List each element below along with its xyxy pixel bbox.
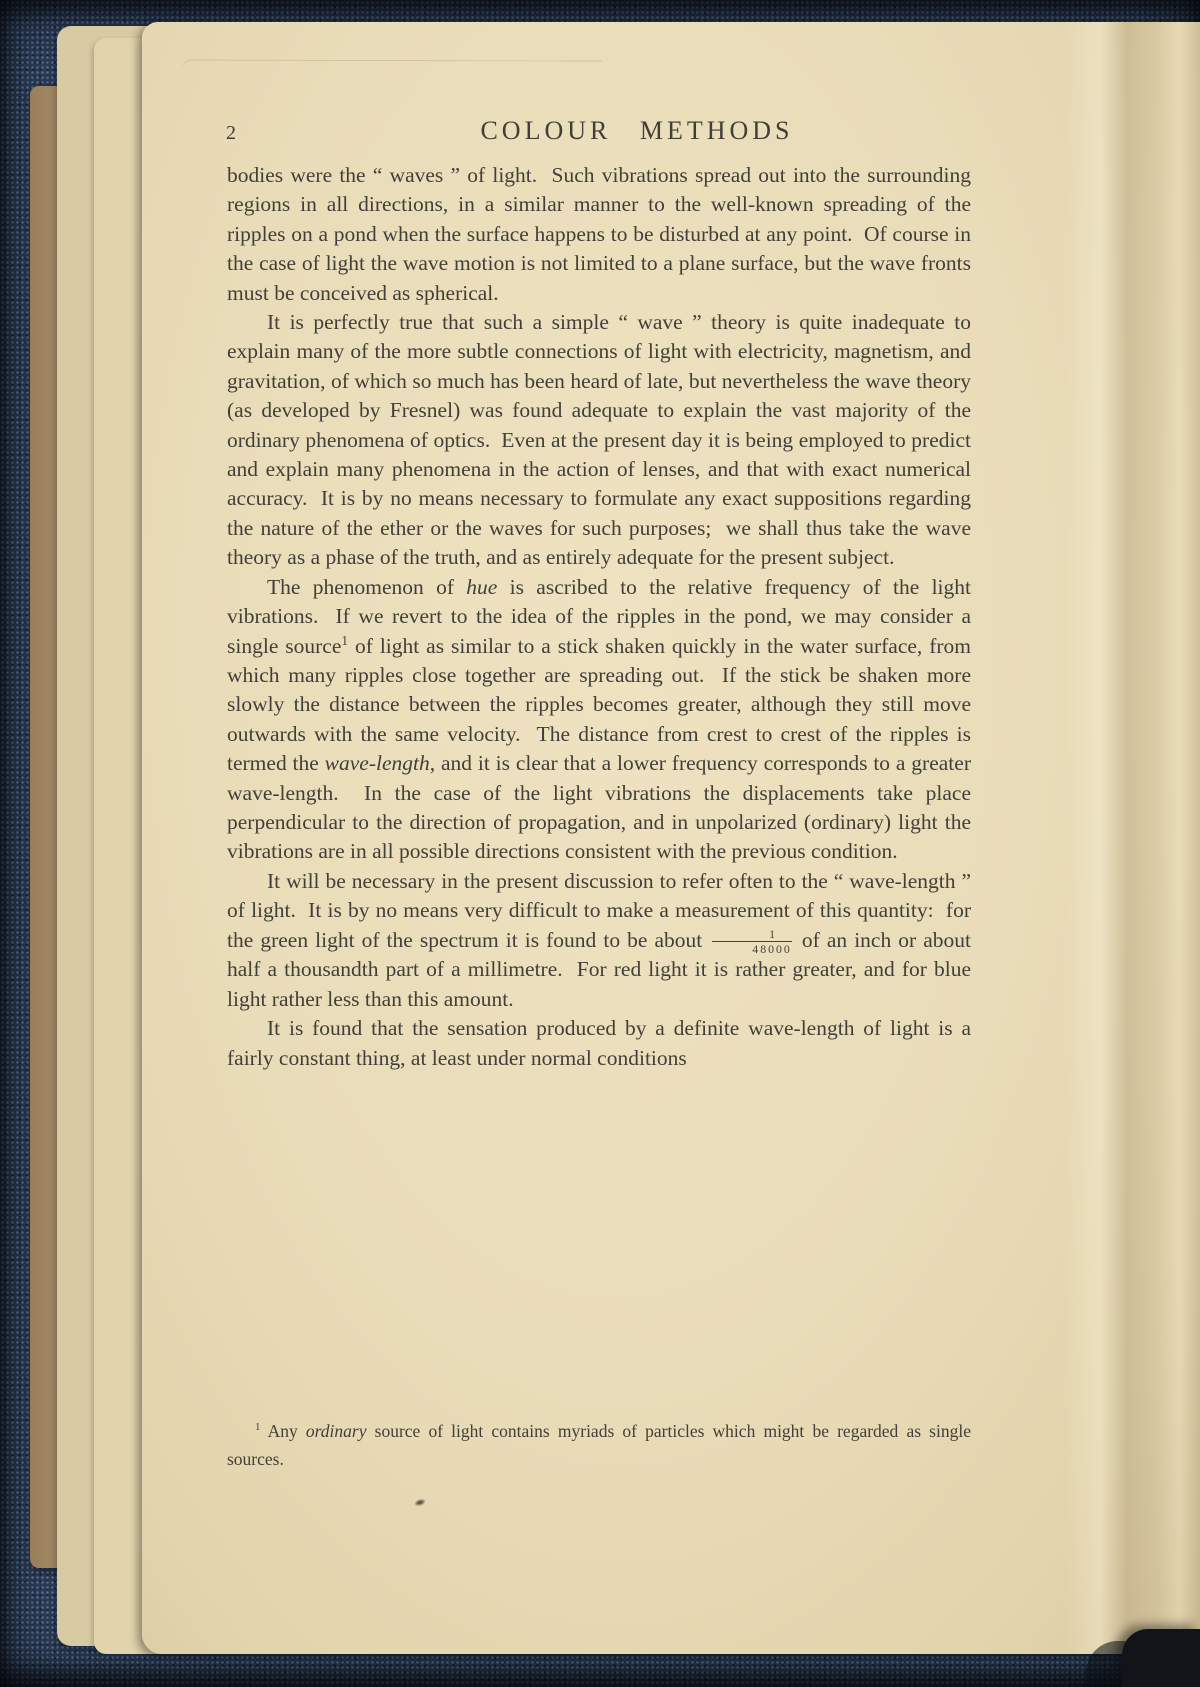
cover-corner-shadow <box>1122 1629 1200 1687</box>
running-header: COLOUR METHODS <box>480 116 794 145</box>
italic-term: hue <box>466 574 498 599</box>
italic-term: ordinary <box>305 1421 367 1441</box>
text-segment: Any <box>260 1421 306 1441</box>
fraction: $\frac{1}{48000}$ <box>712 928 792 956</box>
footnote-reference: 1 <box>255 1421 261 1434</box>
footnote-text <box>227 1418 971 1473</box>
paragraph <box>227 161 971 308</box>
text-segment: of light as similar to a stick shaken quickly in the water surface, from which many ripples close together are spreading out. If the stick be shaken more slowly the distance between the ripples becomes greater, although they still move outwards with the same velocity. The distance from crest to crest of the ripples is termed the <box>227 633 972 776</box>
text-segment: It will be necessary in the present discussion to refer often to the “ wave-length ” of light. It is by no means very difficult to make a measurement of this quantity: for the green light of the spectrum it is found to be about <box>227 868 971 952</box>
page-impression-line <box>182 59 602 91</box>
paragraph <box>227 867 971 1015</box>
text-segment: bodies were the “ waves ” of light. Such vibrations spread out into the surrounding regions in all directions, in a similar manner to the well-known spreading of the ripples on a pond when the surface happens to be disturbed at any point. Of course in the case of light the wave motion is not limited to a plane surface, but the wave fronts must be conceived as spherical. <box>227 163 971 305</box>
text-segment: It is perfectly true that such a simple “ wave ” theory is quite inadequate to explain many of the more subtle connections of light with electricity, magnetism, and gravitation, of which so much has been heard of late, but nevertheless the wave theory (as developed by Fresnel) was found adequate to explain the vast majority of the ordinary phenomena of optics. Even at the present day it is being employed to predict and explain many phenomena in the action of lenses, and that with exact numerical accuracy. It is by no means necessary to formulate any exact suppositions regarding the nature of the ether or the waves for such purposes; we shall thus take the wave theory as a phase of the truth, and as entirely adequate for the present subject. <box>227 310 971 570</box>
text-segment: It is found that the sensation produced by a definite wave-length of light is a fairly constant thing, at least under normal conditions <box>227 1016 971 1070</box>
italic-term: wave-length <box>324 751 430 776</box>
gutter-shadow <box>1065 22 1200 1654</box>
footnote <box>227 1418 971 1473</box>
text-segment: , and it is clear that a lower frequency corresponds to a greater wave-length. In the case of the light vibrations the displacements take place perpendicular to the direction of propagation, and in unpolarized (ordinary) light the vibrations are in all possible directions consistent with the previous condition. <box>227 751 971 864</box>
paragraph <box>227 573 971 867</box>
paragraph <box>227 308 971 573</box>
paragraph <box>227 1014 971 1073</box>
text-segment: of an inch or about half a thousandth part of a millimetre. For red light it is rather greater, and for blue light rather less than this amount. <box>227 927 971 1011</box>
text-block <box>227 161 971 1073</box>
text-segment: The phenomenon of <box>267 574 467 599</box>
page-number: 2 <box>226 122 237 144</box>
ink-stain <box>411 1496 429 1510</box>
book-page <box>142 22 1200 1654</box>
footnote-reference: 1 <box>341 632 349 648</box>
text-segment: source of light contains myriads of particles which might be regarded as single sources. <box>227 1421 971 1469</box>
text-segment: is ascribed to the relative frequency of the light vibrations. If we revert to the idea of the ripples in the pond, we may consider a single source <box>227 574 971 658</box>
